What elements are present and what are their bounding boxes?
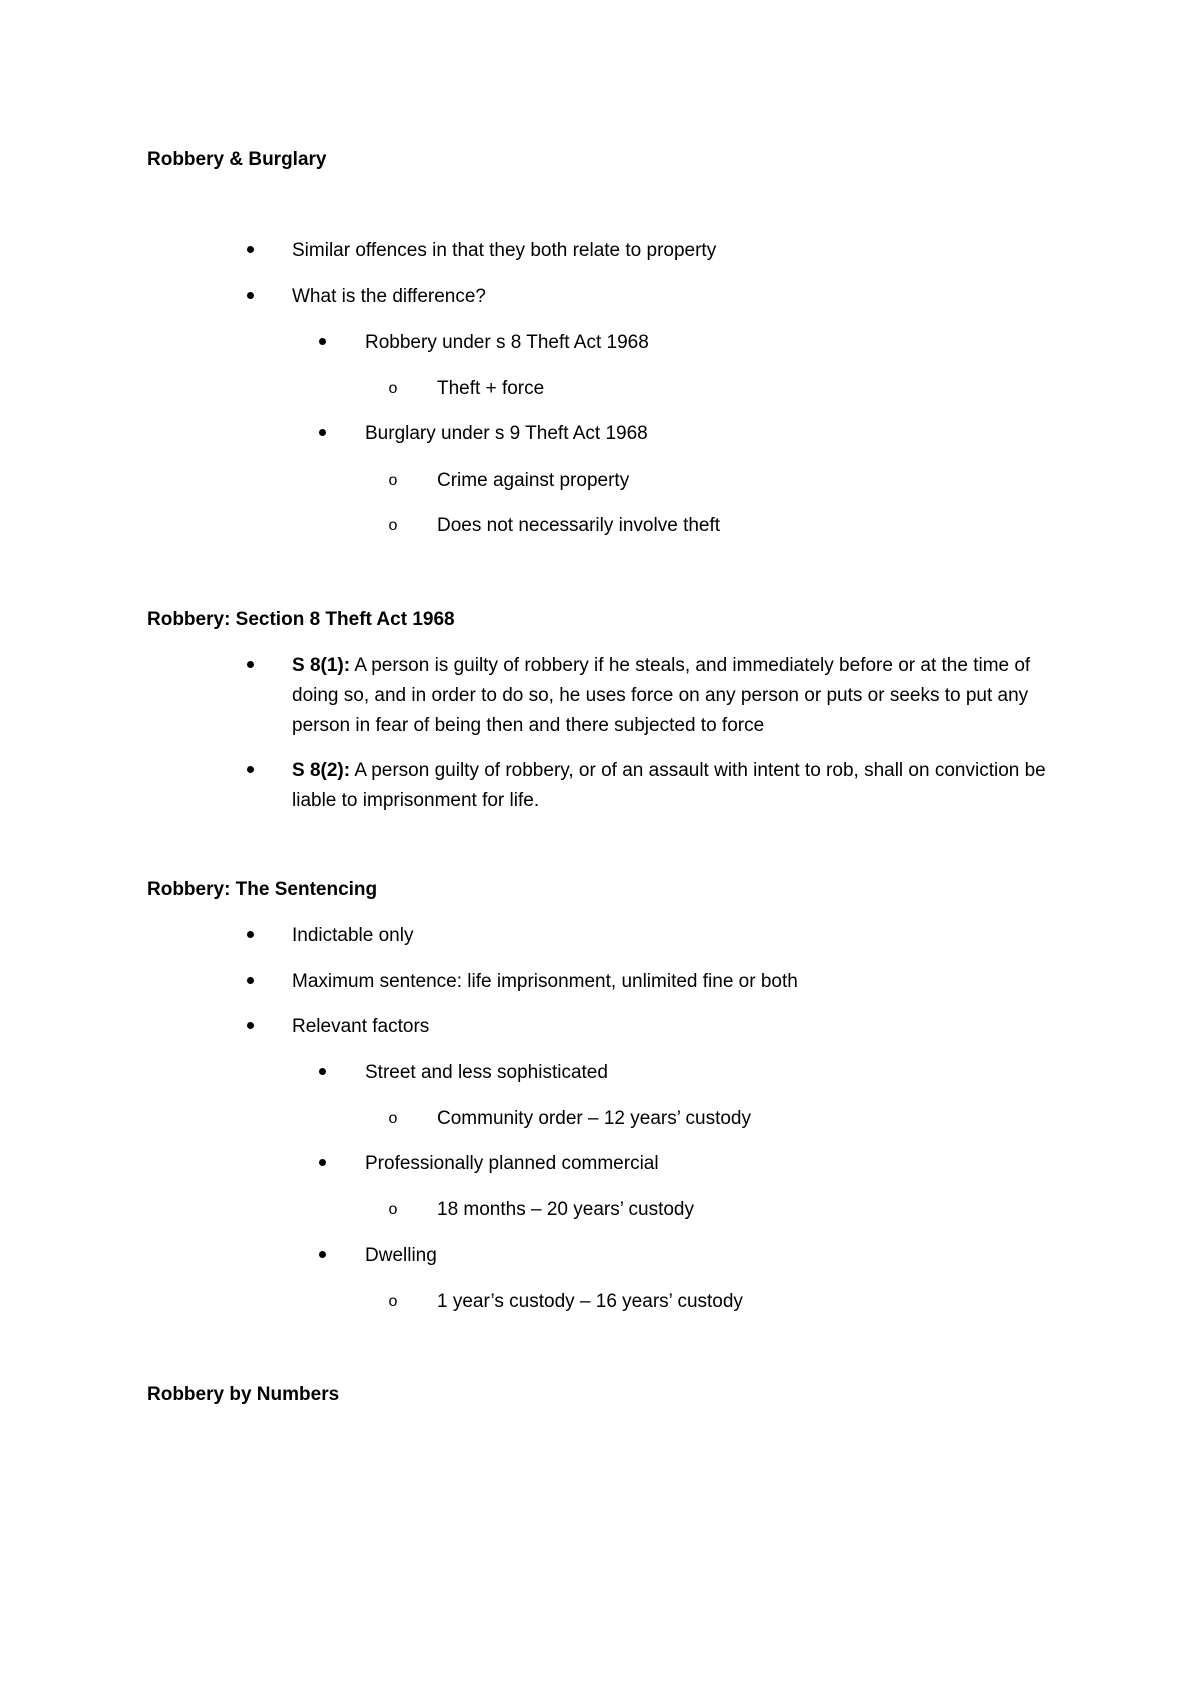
list-item	[320, 328, 649, 358]
list-item	[248, 1012, 429, 1042]
list-item	[388, 1287, 743, 1317]
sub-bullet-icon: o	[388, 1201, 398, 1218]
list-item	[388, 511, 721, 541]
list-item	[248, 236, 716, 266]
list-item	[320, 1149, 659, 1179]
list-item-text: Professionally planned commercial	[365, 1153, 659, 1174]
list-item-text: Similar offences in that they both relate to property	[292, 240, 717, 261]
list-item-text: 18 months – 20 years’ custody	[437, 1199, 694, 1220]
bullet-icon	[240, 236, 260, 266]
list-item	[320, 1058, 608, 1088]
list-item-text: Does not necessarily involve theft	[437, 515, 721, 536]
statute-label: S 8(1):	[292, 655, 351, 676]
list-item	[248, 967, 798, 997]
list-item-text	[248, 651, 1072, 741]
list-item	[248, 651, 1072, 741]
list-item-text: 1 year’s custody – 16 years’ custody	[437, 1291, 743, 1312]
section-heading-robbery-sentencing: Robbery: The Sentencing	[147, 879, 378, 900]
list-item	[248, 756, 1072, 816]
list-item-text: Maximum sentence: life imprisonment, unlimited fine or both	[292, 971, 798, 992]
list-item-text: Dwelling	[365, 1245, 437, 1266]
bullet-icon	[312, 328, 332, 358]
section-heading-robbery-section-8: Robbery: Section 8 Theft Act 1968	[147, 609, 455, 630]
section-heading-robbery-burglary: Robbery & Burglary	[147, 149, 327, 170]
bullet-icon	[240, 756, 260, 786]
bullet-icon	[312, 1241, 332, 1271]
bullet-icon	[240, 1012, 260, 1042]
statute-label: S 8(2):	[292, 760, 351, 781]
list-item	[248, 921, 413, 951]
list-item	[320, 1241, 437, 1271]
list-item-text: Community order – 12 years’ custody	[437, 1108, 751, 1129]
bullet-icon	[312, 1149, 332, 1179]
statute-text: A person guilty of robbery, or of an assault with intent to rob, shall on conviction be liable to imprisonment for life.	[292, 760, 1046, 811]
list-item	[320, 419, 648, 449]
list-item-text: Relevant factors	[292, 1016, 430, 1037]
list-item-text: Burglary under s 9 Theft Act 1968	[365, 423, 648, 444]
sub-bullet-icon: o	[388, 380, 398, 397]
bullet-icon	[312, 419, 332, 449]
list-item-text: Theft + force	[437, 378, 545, 399]
sub-bullet-icon: o	[388, 1293, 398, 1310]
bullet-icon	[312, 1058, 332, 1088]
bullet-icon	[240, 282, 260, 312]
list-item	[388, 1104, 751, 1134]
sub-bullet-icon: o	[388, 472, 398, 489]
list-item-text	[248, 756, 1072, 816]
list-item-text: Indictable only	[292, 925, 414, 946]
list-item	[248, 282, 486, 312]
list-item	[388, 1195, 694, 1225]
section-heading-robbery-by-numbers: Robbery by Numbers	[147, 1384, 340, 1405]
list-item-text: Robbery under s 8 Theft Act 1968	[365, 332, 649, 353]
bullet-icon	[240, 967, 260, 997]
statute-text: A person is guilty of robbery if he steals, and immediately before or at the time of doing so, and in order to do so, he uses force on any person or puts or seeks to put any person in fear of being then and there subjected to force	[292, 655, 1031, 736]
list-item-text: Street and less sophisticated	[365, 1062, 608, 1083]
bullet-icon	[240, 921, 260, 951]
sub-bullet-icon: o	[388, 517, 398, 534]
list-item-text: Crime against property	[437, 470, 630, 491]
sub-bullet-icon: o	[388, 1110, 398, 1127]
list-item-text: What is the difference?	[292, 286, 486, 307]
bullet-icon	[240, 651, 260, 681]
list-item	[388, 466, 630, 496]
list-item	[388, 374, 545, 404]
